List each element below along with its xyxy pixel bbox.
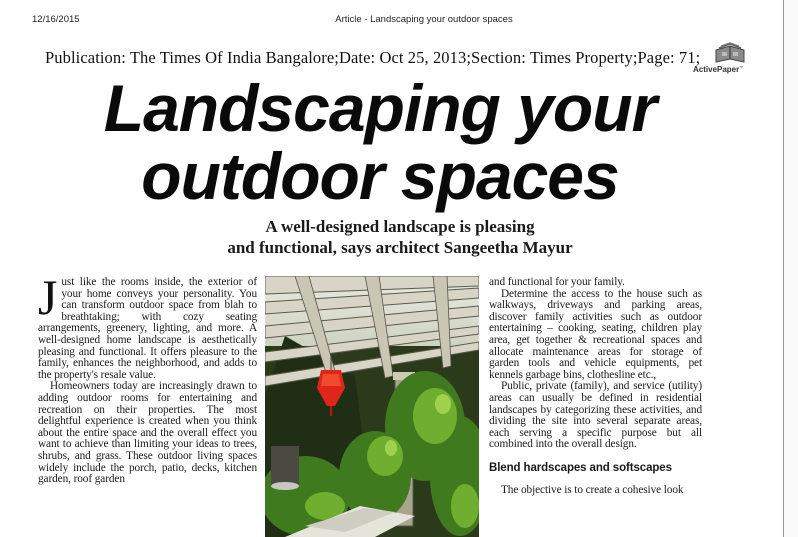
garden-pergola-photo	[265, 276, 479, 537]
paragraph: Homeowners today are increasingly drawn to adding outdoor rooms for entertaining and recreation on their properties. The most delightful experience is created when you think about the entire space and the overall effect you want to achieve than limiting your ideas to trees, shrubs, and grass. These outdoor living spaces widely include the porch, patio, decks, kitchen garden, roof garden	[38, 380, 257, 486]
paragraph: Public, private (family), and service (utility) areas can usually be defined in residential landscapes by categorizing these activities, and dividing the site into several separate areas, each serving a specific purpose but all combined into the overall design.	[489, 380, 702, 451]
lead-paragraph: Just like the rooms inside, the exterior of your home conveys your personality. You can transform outdoor space from blah to breathtaking; with cozy seating arrangements, greenery, lighting, and more. A well-designed home landscape is aesthetically pleasing and functional. It offers pleasure to the family, enhances the neighborhood, and adds to the property's resale value.	[38, 277, 257, 381]
paragraph: Determine the access to the house such as walkways, driveways and parking areas, discover family activities such as outdoor entertaining – cooking, seating, children play area, get together & recreational spaces and allocate maintenance areas for storage of garden tools and vehicle equipments, pet kennels garbage bins, clothesline etc.,	[489, 287, 702, 381]
column-right	[489, 277, 702, 537]
activepaper-logo	[690, 42, 760, 78]
column-left	[38, 277, 257, 537]
window-edge	[783, 0, 798, 537]
activepaper-book-icon	[712, 42, 748, 66]
print-date: 12/16/2015	[32, 14, 80, 25]
dropcap: J	[38, 277, 58, 325]
activepaper-logo-text: ActivePaper™	[693, 65, 744, 74]
publication-line: Publication: The Times Of India Bangalore;Date: Oct 25, 2013;Section: Times Property;Page: 71;	[45, 48, 701, 67]
section-subhead: Blend hardscapes and softscapes	[489, 461, 672, 474]
paragraph: The objective is to create a cohesive look	[501, 483, 684, 496]
print-header	[0, 14, 798, 28]
deck-subheadline: A well-designed landscape is pleasing and functional, says architect Sangeetha Mayur	[227, 217, 573, 257]
paragraph: and functional for your family.	[489, 277, 625, 288]
print-title: Article - Landscaping your outdoor spaces	[335, 14, 513, 25]
headline: Landscaping your outdoor spaces	[103, 71, 657, 213]
